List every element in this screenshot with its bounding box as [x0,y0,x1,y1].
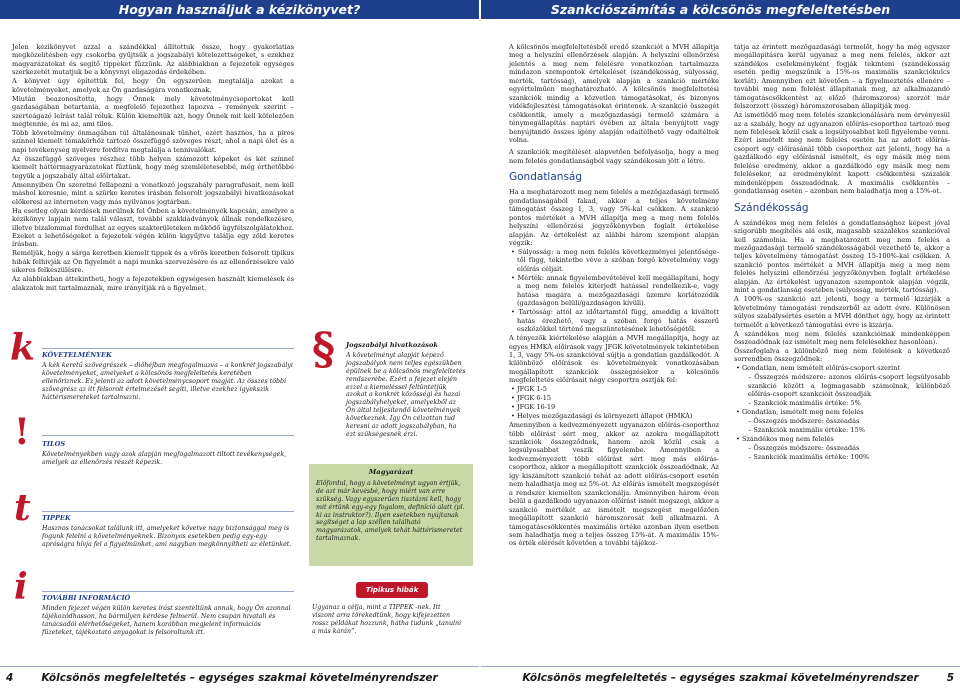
legend-title: TOVÁBBI INFORMÁCIÓ [42,594,131,602]
legend-title: TILOS [42,440,66,448]
paragraph: Az ismétlődő meg nem felelés szankcionálására nem érvényesül az a szabály, hogy az ugyanazon előírás-csoporthoz tartozó meg nem felelések közül csak a legsúlyosabbat kell figyelembe venni. Ezért ismételt meg nem felelés esetén ha az adott előírás-csoport egy előírásánál több csoporthoz azt jelenti, hogy ha a gazdálkodó egy előírásnál ismételt, és egy másik meg nem felelése eredmény, akkor a gazdálkodó egy másik meg nem felelésekor, az eredményként kapott csökkentési százalék mindenképpen összeadódnak. A maximális csökkentés – gondatlanság esetén – azonban nem haladhatja meg a 15%-ot. [734,111,950,196]
paragraph: A szándékos meg nem felelés szankcióinak mindenképpen összeadódnak (az ismételt meg nem felelésekhez hasonlóan). [734,329,950,346]
paragraph: Összefoglalva a különböző meg nem felelések a következő sorrendben összegződnek: [734,346,950,364]
legend-tips [42,515,294,549]
heading-gondatlansag: Gondatlanság [509,171,583,184]
legal-references-text: A követelményt alapját képező jogszabályok nem teljes egészükben épülnek be a kölcsönös megfeleltetés rendszerébe. Ezért a fejezet elején ezzel a kiemeléssel feltüntetjük azokat a konkrét közösségi és hazai jogszabályhelyeket, amelyekből az Ön által teljesítendő követelmények következnek. Így Ön célzottan tud keresni az adott jogszabályban, ha ezt szükségesnek érzi. [346,351,466,438]
paragraph: Amennyiben Ön szeretné fellapozni a vonatkozó jogszabály paragrafusait, nem kell máshol keresnie, mint a szürke keretes írásban felsorolt jogszabályi hivatkozásokat előkeresi az interneten vagy más nyilvános jogtárban. [12,180,294,206]
paragraph: A szándékos meg nem felelés a gondatlansághoz képest jóval szigorúbb megítélés alá esik, magasabb százalékos szankcióval kell számolnia. Ha a meghatározott meg nem felelés a mezőgazdasági termelő szándékosságából vezethető le, akkor a teljes követelmény támogatást összeg 15-100%-kal csökken. A szankció pontos mértékét a MVH állapítja meg a meg nem felelés helyszíni ellenőrzési jegyzőkönyvben foglalt értékelése alapján. Az értékelést ugyanazon szempontok alapján végzik, mint a gondatlanság esetében (súlyosság, mérték, tartósság). [734,218,950,295]
list-item: • JFGK 1-5 [511,385,547,394]
info-i-icon: i [14,566,28,608]
left-main-text [12,43,294,293]
header-right: Szankciószámítás a kölcsönös megfeleltetésben [481,0,960,19]
legal-references-title: Jogszabályi hivatkozások [346,341,438,349]
footer-left [0,666,479,689]
paragraph: A könyvet úgy építettük fel, hogy Ön egyszerűen megtalálja azokat a követelményeket, amelyek az Ön gazdaságára vonatkoznak. [12,77,294,94]
footer-title: Kölcsönös megfeleltetés – egységes szakmai követelményrendszer [522,672,919,684]
list-item: • JFGK 16-19 [511,403,556,412]
legal-references-box [312,342,466,439]
legend-text: Követelményekben vagy azok alapján megfogalmazott tiltott tevékenységek, amelyek az ellenőrzés részét képezik. [42,450,287,466]
paragraph: A kölcsönös megfeleltetésből eredő szankciót a MVH állapítja meg a helyszíni ellenőrzések alapján. A helyszíni ellenőrzési jelentés a meg nem felelésre vonatkozóan tartalmazza mindazon szempontok értékelését (szándékosság, súlyosság, mérték, tartósság), amelyek alapján a szankció mértéke egyértelműen meghatározható. A kölcsönös megfeleltetési szankciók mindig a közvetlen támogatásokat, és bizonyos vidékfejlesztési támogatásokat érintenek. A szankció összegét csökkentik, amely a mezőgazdasági termelő számára a ténymegállapítás naptári évében az általa benyújtott vagy benyújtandó összes igény alapján odaítélhető vagy odaítéltek volna. [509,43,719,144]
divider [42,348,294,349]
paragraph: A 100%-os szankció azt jelenti, hogy a termelő kizárják a követelmény támogatási rendszerből az adott évre. Különösen súlyos szabálysértés esetén a MVH dönthet úgy, hogy az érintett termelőt a következő támogatási évre is kizárja. [734,295,950,329]
list-item: • Gondatlan, ismételt meg nem felelés [736,408,864,417]
page-number: 5 [946,672,954,684]
explanation-text: Előfordul, hogy a követelményt ugyan értjük, de azt már kevésbé, hogy miért van erre szükség. Vagy egyszerűen tisztázni kell, hogy mit értünk egy-egy fogalom, definíció alatt (pl. ki az instruktor?). Ilyen esetekben nyújtanak segítséget a lap széllen található magyarázatok, amelyek tehát háttérismeretet tartalmaznak. [316,479,465,543]
right-column-2 [734,43,950,462]
requirement-k-icon: k [10,327,35,369]
list-item: • Súlyosság: a meg nem felelés következményei jelentősége-től függ, tekintetbe véve a szóban forgó követelmény vagy előírás céljait. [511,248,719,273]
legend-requirements [42,352,294,401]
heading-szandekossag: Szándékosság [734,201,809,214]
divider [42,511,294,512]
paragraph: Az összefüggő szöveges részhez több helyen számozott képeket és két színnel kiemelt háttérmagyarázatokat fűztünk, hogy még szemléletesebbé, még érthetőbbé tegyük a jogszabály által előírtakat. [12,154,294,180]
explanation-box [309,464,473,566]
page-number: 4 [6,672,14,684]
paragraph-section-icon: § [312,324,336,375]
paragraph: Reméljük, hogy a sárga keretben kiemelt tippek és a vörös keretben felsorolt tipikus hibák felhívják az Ön figyelmét a napi munka szervezésére és az ellenőrzésekre való sikeres felkészülésre. [12,249,294,275]
legend-text: Minden fejezet végén külön keretes írást szenteltünk annak, hogy Ön azonnal tájékozódhasson, ha bármilyen kérdése felmerül. Nem csupán hivatali és tanácsadói elérhetőségeket, hanem korábban megjelent információs füzeteket, tájékoztató anyagokat is felsoroltunk itt. [42,604,291,636]
list-item: • JFGK 6-15 [511,394,552,403]
paragraph: Miután beazonosította, hogy Önnek mely követelménycsoportokat kell gazdaságában betartania, a megfelelő fejezethez lapozva – remények szerint – szerteágazó leírást talál róluk. Külön kiemeltük azt, hogy Önnek mit kell kötelezően megtennie, és mi az, ami tilos. [12,94,294,129]
paragraph: Az alábbiakban áttekintheti, hogy a fejezetekben egységesen használt kiemelések és alakzatok mit tartalmaznak, mire irányítják rá a figyelmet. [12,275,294,292]
explanation-title: Magyarázat [368,468,414,476]
paragraph: Több követelmény önmagában túl általánosnak tűnhet, ezért hasznos, ha a piros színnel kiemelt témakörhöz tartozó összefüggő szöveges részt, ahol a napi élet és a napi tevékenység nyelvére fordítva megtalálja a tennivalókat. [12,129,294,154]
paragraph: A szankciók megítélését alapvetően befolyásolja, hogy a meg nem felelés gondatlanságból vagy szándékosan jött e létre. [509,148,719,165]
paragraph: tatja az érintett mezőgazdasági termelőt, hogy ha még egyszer megállapításra kerül ugyanaz a meg nem felelés, akkor azt szándékos cselekményként fogják tekinteni (szándékosság esetén pedig megszűnik a 15%-os maximális szankciókulcs korlát). Amennyiben ezt követően – a figyelmeztetés ellenére – további meg nem felelést állapítanak meg, az alkalmazandó támogatáscsökkentést az előző (háromszoros) szorzót már felszorzott (összeg) háromszorosaban állapítják meg. [734,43,950,111]
divider [42,591,294,592]
paragraph: A tényezők kiértékelése alapján a MVH megállapítja, hogy az egyes HMKÁ előírások vagy JFGK követelmények tekintetében 1, 3, vagy 5%-os szankcióval sújtja a gondatlan gazdálkodót. A különböző előírások és követelmények vonatkozásában megállapított szankciók összegzésekor a kölcsönös megfeleltetés előírásait négy csoportra osztják fel: [509,334,719,385]
typical-mistakes-text: Ugyanaz a célja, mint a TIPPEK -nek. Itt viszont arra törekedtünk, hogy kifejezetten rossz példákat hozzunk, hátha tudunk „tanulni a más kárán”. [312,604,462,635]
typical-mistakes-header: Tipikus hibák [356,582,428,598]
list-item: – Szankciók maximális értéke: 5% [748,399,861,408]
list-item: • Helyes mezőgazdasági és környezeti állapot (HMKÁ) [511,412,693,421]
footer-right [481,666,960,689]
list-item: • Szándékos meg nem felelés [736,434,834,443]
tips-t-icon: t [14,487,31,529]
forbidden-icon: ! [14,411,30,453]
list-item: • Tartósság: attól az időtartamtól függ, ameddig a kiváltott hatás érezhető, vagy a szóban forgó hatás ésszerű eszközökkel történő megszüntetésének lehetőségétől. [511,308,719,334]
list-item: – Szankciók maximális értéke: 100% [748,452,870,461]
divider [42,435,294,436]
list-item: – Összegzés módszere: összeadás [748,417,860,426]
list-item: – Összegzés módszere: azonos előírás-csoport legsúlyosabb szankció között a legmagasabb számolnak, különböző előírás-csoport szankcióit összeadják [748,373,950,399]
paragraph: Ha a meghatározott meg nem felelés a mezőgazdasági termelő gondatlanságából fakad, akkor a teljes követelmény támogatást összeg 1, 3, vagy 5%-kal csökken. A szankció pontos mértékét a MVH állapítja meg a meg nem felelés helyszíni ellenőrzési jegyzőkönyvben foglalt értékelése alapján. Az értékelést az alábbi három szempont alapján végzik: [509,188,719,248]
legend-title: TIPPEK [42,514,71,522]
list-item: • Mérték: annak figyelembevételével kell megállapítani, hogy a meg nem felelés kiterjedt hatással rendelkezik-e, vagy hatása magára a mezőgazdasági üzemre korlátozódik (gazdaságon belüli/gazdaságon kívüli). [511,273,719,308]
list-item: • Gondatlan, nem ismételt előírás-csoport szerint [736,364,900,373]
right-column-1 [509,43,719,548]
legend-forbidden [42,441,294,467]
header-left: Hogyan használjuk a kézikönyvet? [0,0,479,19]
paragraph: Ha esetleg olyan kérdések merülnek fel Önben a követelmények kapcsán, amelyre a kézikönyv lapjain nem talál választ, további szakkiadványok állnak rendelkezésre, illetve bizalommal fordulhat az egyes szakterületeken működő ügyfélszolgálatokhoz. Ezeket a lehetőségeket a fejezetek végén külön kigyűjtve találja egy zöld keretes írásban. [12,206,294,249]
list-item: – Szankciók maximális értéke: 15% [748,426,865,435]
legend-title: KÖVETELMÉNYEK [42,351,112,359]
legend-text: Hasznos tanácsokat találunk itt, amelyeket követve nagy biztonsággal meg is fogunk felelni a követelményeknek. Bizonyos esetekben pedig egy-egy apróságra hívja fel a figyelmünket, ami nagyban megkönnyítheti az életünket. [42,524,292,548]
legend-text: A kék keretű szövegrészek – diőhéjban megfogalmazva – a konkrét jogszabályi követelményeket, amelyeket a kölcsönös megfeleltetés keretében ellenőriznek. Ez jelenti az adott követelménycsoport magját. Az összes többi szövegrész az itt felsorolt értelmezését segíti, illetve ezekhez igyekszik háttérismereteket tartalmazni. [42,361,293,401]
paragraph: Amennyiben a kedvezményezett ugyanazon előírás-csoporthoz több előírást sért meg, akkor az azokra megállapított szankciók összegződnek, hanem azok közül csak a legsúlyosabbat veszik figyelembe. Amennyiben a kedvezményezett több előírást sért meg más előírás-csoporthoz, akkor a megállapított szankciók összeadódnak. Az így kiszámított szankció tehát az adott előírás-csoport esetén nem haladhatja meg az 5%-ot. Az előírás ismételt megszegését a rendszer kiemelten szankcionálja. Amennyiben három éven belül a gazdálkodó ugyanazon előírást ismét megszegi, akkor a szankció mértékét az ismételt megszegést megelőzően megállapított szankció háromszorosát kell alkalmazni. A támogatáscsökkentés maximális értéke azonban ilyen esetben sem haladhatja meg a teljes összeg 15%-át. A maximális 15%-os érték elérését követően a további tájékoz- [509,421,719,548]
footer-title: Kölcsönös megfeleltetés – egységes szakmai követelményrendszer [41,672,438,684]
legend-info [42,595,294,637]
list-item: – Összegzés módszere: összeadás [748,443,860,452]
paragraph: Jelen kézikönyvet azzal a szándékkal állítottuk össze, hogy gyakorlatias megközelítésben egy csokorba gyűjtsük a jogszabályi kötelezettségeket, s ezekhez magyarázatokat és segítő tippeket fűzzünk. Az alábbiakban a fejezetek egységes szerkezetét mutatjuk be a könyvnyi eligazodás érdekében. [12,43,294,77]
